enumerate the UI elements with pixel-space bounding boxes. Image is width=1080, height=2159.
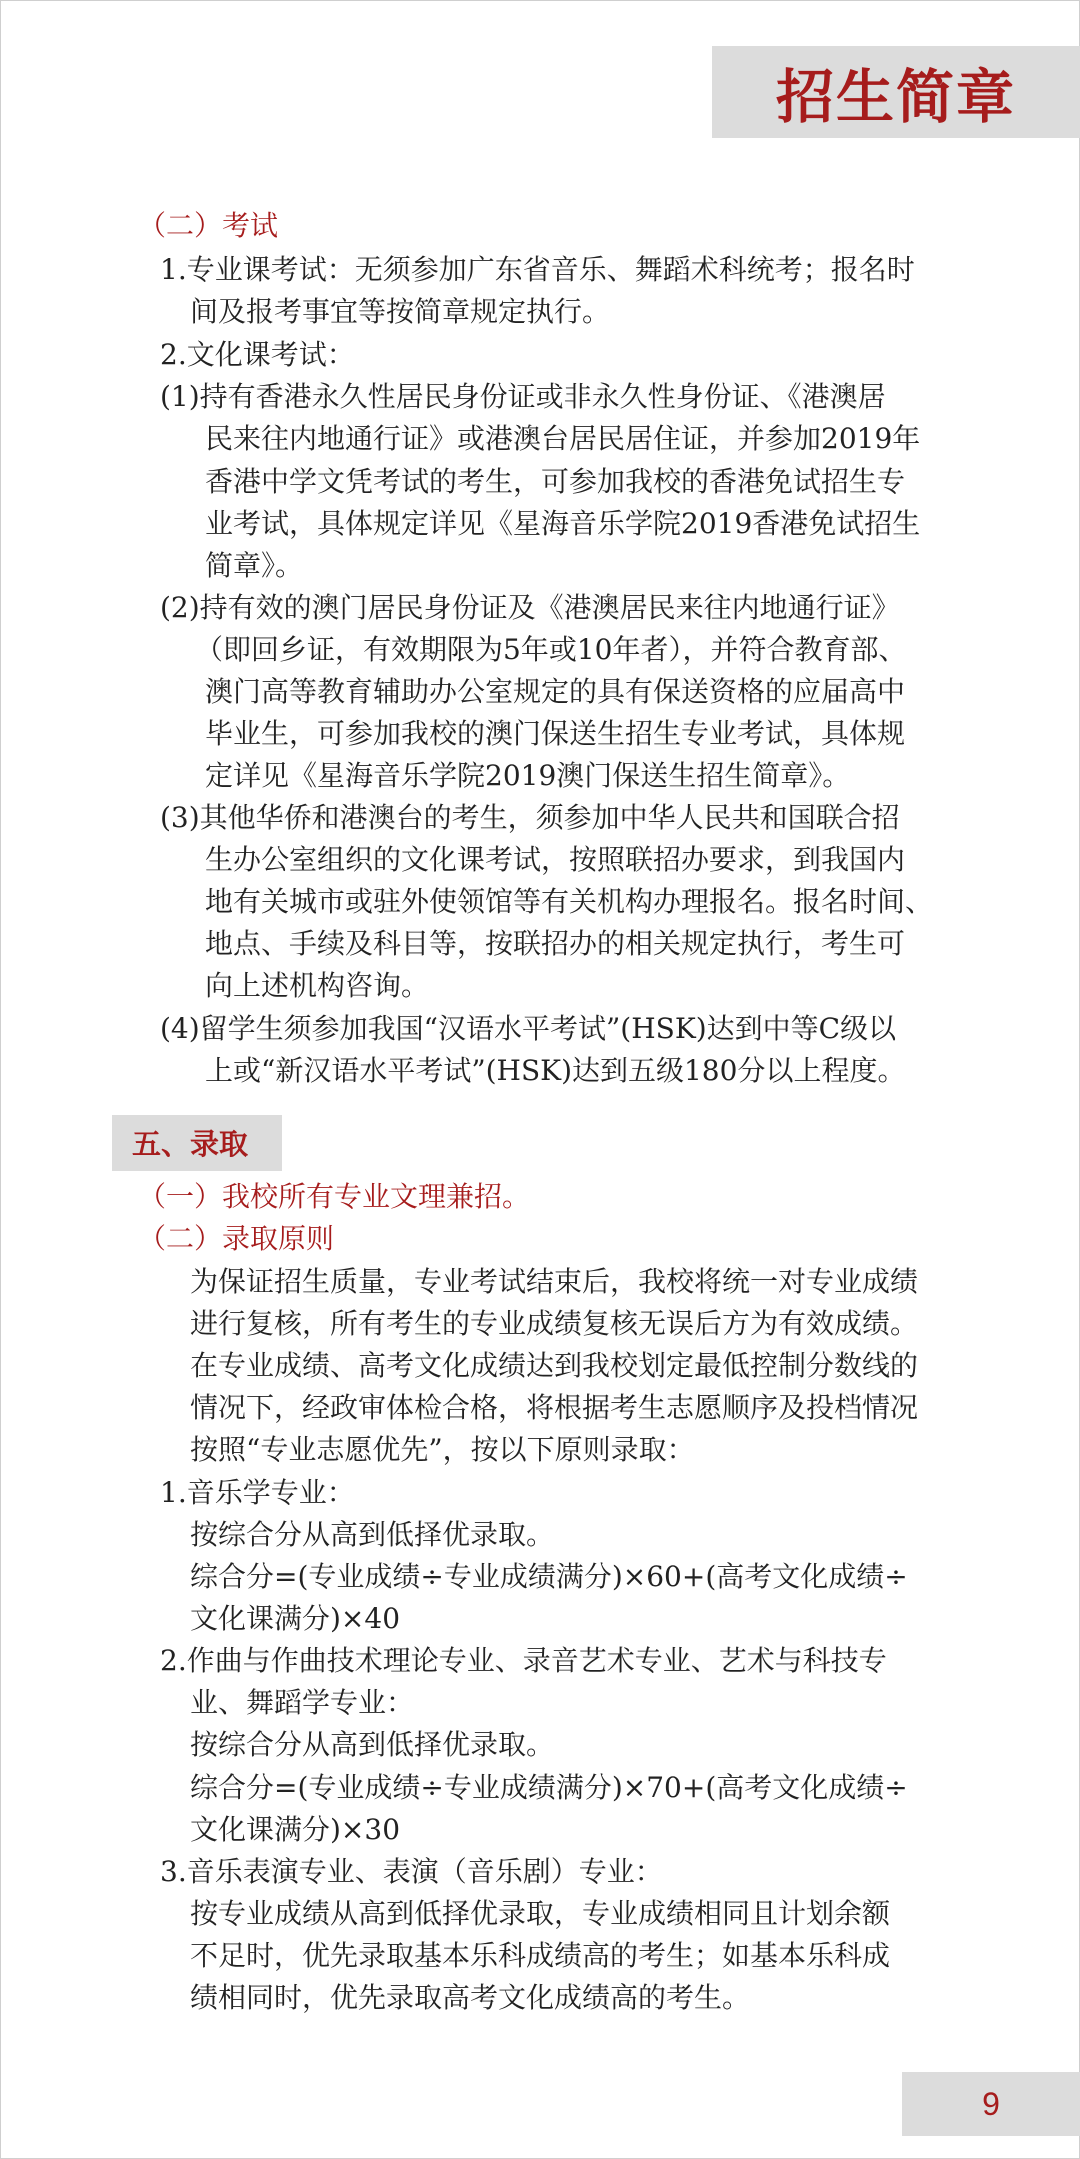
exam-p1-line3: 香港中学文凭考试的考生，可参加我校的香港免试招生专	[205, 465, 906, 498]
admission-sub2: （二）录取原则	[138, 1222, 335, 1255]
exam-p3-line3: 地有关城市或驻外使领馆等有关机构办理报名。报名时间、	[205, 885, 934, 918]
exam-p3-line2: 生办公室组织的文化课考试，按照联招办要求，到我国内	[205, 843, 906, 876]
rule2-title-line1: 2.作曲与作曲技术理论专业、录音艺术专业、艺术与科技专	[160, 1644, 887, 1677]
exam-item1-line2: 间及报考事宜等按简章规定执行。	[190, 295, 611, 328]
rule1-line3: 文化课满分)×40	[190, 1602, 401, 1635]
exam-p4-line2: 上或“新汉语水平考试”(HSK)达到五级180分以上程度。	[205, 1054, 906, 1087]
exam-p3-line1: (3)其他华侨和港澳台的考生，须参加中华人民共和国联合招	[160, 801, 900, 834]
rule3-line2: 不足时，优先录取基本乐科成绩高的考生；如基本乐科成	[190, 1939, 891, 1972]
exam-p2-line5: 定详见《星海音乐学院2019澳门保送生招生简章》。	[205, 759, 851, 792]
section-title: 五、录取	[132, 1127, 249, 1161]
exam-p3-line5: 向上述机构咨询。	[205, 969, 430, 1002]
exam-p2-line3: 澳门高等教育辅助办公室规定的具有保送资格的应届高中	[205, 675, 906, 708]
exam-p3-line4: 地点、手续及科目等，按联招办的相关规定执行，考生可	[205, 927, 906, 960]
rule2-line3: 文化课满分)×30	[190, 1813, 401, 1846]
exam-heading: （二）考试	[138, 209, 279, 242]
exam-item1-line1: 1.专业课考试：无须参加广东省音乐、舞蹈术科统考；报名时	[160, 253, 915, 286]
rule3-line3: 绩相同时，优先录取高考文化成绩高的考生。	[190, 1981, 751, 2014]
exam-p1-line4: 业考试，具体规定详见《星海音乐学院2019香港免试招生	[205, 507, 921, 540]
exam-item2: 2.文化课考试：	[160, 338, 355, 371]
admission-intro-line1: 为保证招生质量，专业考试结束后，我校将统一对专业成绩	[190, 1265, 919, 1298]
section-tab-admission	[112, 1115, 282, 1171]
rule3-line1: 按专业成绩从高到低择优录取，专业成绩相同且计划余额	[190, 1897, 891, 1930]
rule1-line2: 综合分=(专业成绩÷专业成绩满分)×60+(高考文化成绩÷	[190, 1560, 908, 1593]
rule1-title: 1.音乐学专业：	[160, 1476, 355, 1509]
exam-p2-line2: （即回乡证，有效期限为5年或10年者），并符合教育部、	[195, 633, 907, 666]
admission-sub1: （一）我校所有专业文理兼招。	[138, 1180, 531, 1213]
rule2-title-line2: 业、舞蹈学专业：	[190, 1686, 415, 1719]
admission-intro-line4: 情况下，经政审体检合格，将根据考生志愿顺序及投档情况	[190, 1391, 919, 1424]
rule2-line1: 按综合分从高到低择优录取。	[190, 1728, 555, 1761]
rule1-line1: 按综合分从高到低择优录取。	[190, 1518, 555, 1551]
exam-p4-line1: (4)留学生须参加我国“汉语水平考试”(HSK)达到中等C级以	[160, 1012, 897, 1045]
admission-intro-line5: 按照“专业志愿优先”，按以下原则录取：	[190, 1433, 695, 1466]
header-banner	[712, 46, 1080, 138]
exam-p1-line2: 民来往内地通行证》或港澳台居民居住证，并参加2019年	[205, 422, 921, 455]
admission-intro-line2: 进行复核，所有考生的专业成绩复核无误后方为有效成绩。	[190, 1307, 919, 1340]
exam-p2-line4: 毕业生，可参加我校的澳门保送生招生专业考试，具体规	[205, 717, 906, 750]
exam-p2-line1: (2)持有效的澳门居民身份证及《港澳居民来往内地通行证》	[160, 591, 900, 624]
page-number: 9	[982, 2085, 1000, 2122]
exam-p1-line5: 简章》。	[205, 549, 304, 582]
exam-p1-line1: (1)持有香港永久性居民身份证或非永久性身份证、《港澳居	[160, 380, 886, 413]
rule2-line2: 综合分=(专业成绩÷专业成绩满分)×70+(高考文化成绩÷	[190, 1771, 908, 1804]
page-number-tab	[902, 2072, 1080, 2136]
brochure-title: 招生简章	[775, 63, 1016, 131]
admission-intro-line3: 在专业成绩、高考文化成绩达到我校划定最低控制分数线的	[190, 1349, 919, 1382]
rule3-title: 3.音乐表演专业、表演（音乐剧）专业：	[160, 1855, 663, 1888]
